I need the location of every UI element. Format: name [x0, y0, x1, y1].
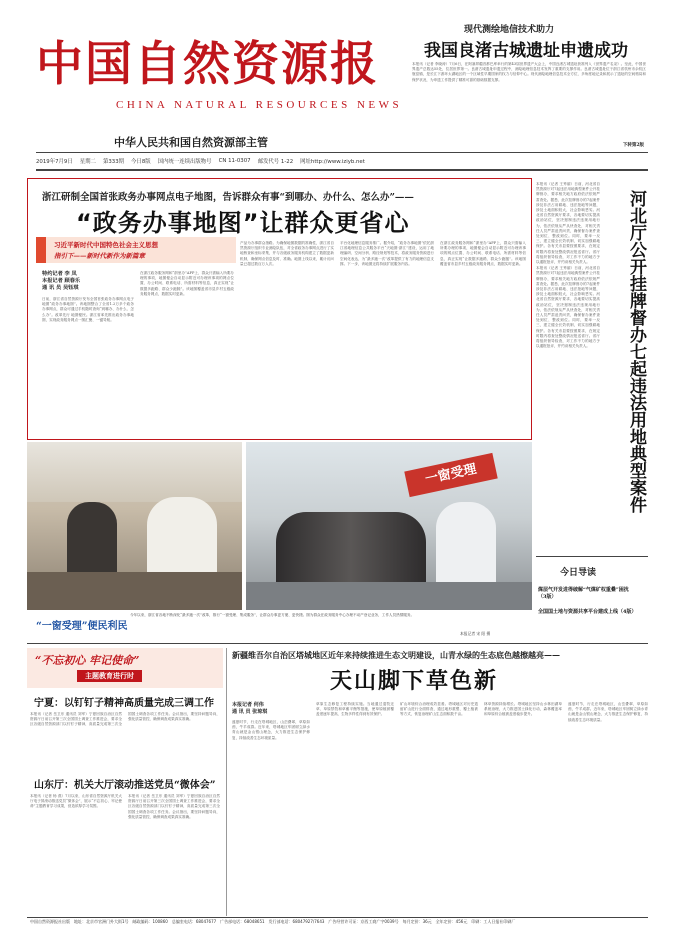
sign-text: 一窗受理 — [423, 461, 478, 488]
side-story-body: 本报讯（记者 王秀丽）日前，河北省自然资源厅对7起违法用地典型案件公开挂牌督办，要求相关地方政府依法依规严肃查处。据悉，此次挂牌督办的7起案件涉及非法占用耕地、违法批地等问题，涉及土地面积较大，社会影响恶劣。河北省自然资源厅要求，各地要切实提高政治站位，坚决遏制违法违规用地行为，依法依规从严从快查处，对相关责任人员严肃追责问责，确保督办案件查处到位、整改到位。同时，要举一反三，建立健全长效机制，切实加强耕地保护。各有关市县要按照要求，在规定时限内将查处整改情况报送省厅。省厅将组织督导检查，对工作不力的地方予以通报批评，并约谈相关负责人。 本报讯（记者 王秀丽）日前，河北省自然资源厅对7起违法用地典型案件公开挂牌督办，要求相关地方政府依法依规严肃查处。据悉，此次挂牌督办的7起案件涉及非法占用耕地、违法批地等问题，涉及土地面积较大，社会影响恶劣。河北省自然资源厅要求，各地要切实提高政治站位，坚决遏制违法违规用地行为，依法依规从严从快查处，对相关责任人员严肃追责问责，确保督办案件查处到位、整改到位。同时，要举一反三，建立健全长效机制，切实加强耕地保护。各有关市县要按照要求，在规定时限内将查处整改情况报送省厅。省厅将组织督导检查，对工作不力的地方予以通报批评，并约谈相关负责人。 — [536, 182, 600, 349]
news-photo-left — [27, 442, 242, 610]
main-col-4: 平台化地理信息服务推广。据介绍，“政务办事地图”依托浙江省地理信息公共服务平台“天地图·浙江”建设，运用了地理编码、空间分析、路径规划等技术，将政务服务资源进行空间化表达，为“最多跑一次”改革提供了有力的地理信息支撑。下一步，该地图还将持续扩展服务内容。 — [340, 241, 434, 266]
footer-rule — [27, 917, 648, 918]
masthead-info-bar — [36, 154, 648, 168]
masthead-title: 中国自然资源报 — [36, 37, 379, 92]
bottom-col-5: 盛夏时节，行走在塔城地区，山峦叠翠，草原如茵，牛羊成群。近年来，塔城地区牢固树立绿水青山就是金山银山理念，大力推进生态保护修复，持续改善生态环境质量。 — [568, 702, 648, 722]
bottom-divider — [226, 648, 227, 916]
bottom-col-3: 矿山环境综合治理成效显著。塔城地区对历史遗留矿山进行全面排查，通过地形重塑、覆土植被等方式，恢复治理矿山生态面积数千亩。 — [400, 702, 478, 717]
today-guide — [536, 556, 648, 639]
guide-item-2[interactable]: 全国国土地与资源共享平台建成上线（4版） — [538, 609, 637, 615]
story1-body: 本报讯（记者 岳卫东 通讯员 刘军）宁夏回族自治区自然资源厅日前召开第三次全国国土调查工作推进会，要求全区各级自然资源部门以钉钉子精神，高质量完成第三次全国国土调查各项工作任务。会议指出，要坚持问题导向，强化质量管控，确保调查成果真实准确。 — [30, 712, 220, 727]
guide-title: 今日导读 — [560, 568, 597, 578]
story2-body: 本报讯（记者 杨 燕）7月以来，山东省自然资源厅机关大厅电子屏滚动推送党员“微体会”，展示“不忘初心、牢记使命”主题教育学习成果，营造浓厚学习氛围。 本报讯（记者 岳卫东 通讯员 刘军）宁夏回族自治区自然资源厅日前召开第三次全国国土调查工作推进会，要求全区各级自然资源部门以钉钉子精神，高质量完成第三次全国国土调查各项工作任务。会议指出，要坚持问题导向，强化质量管控，确保调查成果真实准确。 — [30, 794, 220, 819]
masthead-rule-top — [36, 152, 648, 153]
slogan-main: “不忘初心 牢记使命” — [35, 654, 140, 667]
bottom-byline: 本报记者 何伟 通 讯 员 张琼琪 — [232, 702, 268, 715]
counter-desk — [27, 572, 242, 610]
news-photo-right — [246, 442, 532, 610]
issue-pages: 今日8版 — [131, 159, 151, 165]
top-story-headline: 我国良渚古城遗址申遗成功 — [424, 41, 628, 61]
xi-thought-banner — [36, 237, 236, 263]
side-story — [536, 178, 648, 553]
issue-date: 2019年7月9日 — [36, 159, 73, 165]
top-story-continued: 下转第2版 — [622, 143, 644, 148]
issue-weekday: 星期二 — [79, 159, 96, 165]
cn-label: 国内统一连续出版物号 — [157, 159, 212, 165]
website[interactable]: 网址http://www.iziyb.net — [300, 159, 365, 165]
main-story-headline: “政务办事地图”让群众更省心 — [76, 209, 410, 237]
masthead-english: CHINA NATURAL RESOURCES NEWS — [116, 99, 403, 111]
slogan-block — [27, 648, 223, 688]
main-col-1: 日前，浙江省自然资源厅发布全国首张政务办事网点电子地图“政务办事地图”。该地图整合了全省1.2万多个政务办事网点，群众可通过手机随时查询“到哪办、办什么、怎么办”。改革先行 地图便民。浙江省率先推出政务办事地图，实现政务服务网点一图汇聚、一键导航。 — [42, 297, 134, 322]
service-counter — [246, 582, 532, 610]
main-story-box — [27, 178, 532, 440]
top-story-kicker: 现代测绘地信技术助力 — [464, 25, 555, 35]
top-story-body — [412, 62, 646, 146]
main-story-kicker: 浙江研制全国首张政务办事网点电子地图，告诉群众有事“到哪办、办什么、怎么办”—— — [42, 192, 414, 203]
main-col-5: 在浙江政务服务网和“浙里办”APP上，群众只需输入所要办理的事项，地图便会自动显示附近可办理该事项的网点位置、办公时间、联系电话、所需材料等信息，真正实现“让数据多跑路、群众少跑腿”。该地图覆盖省市县乡村五级政务服务网点，数据实时更新。 — [440, 241, 526, 266]
post-code: 邮发代号 1-22 — [257, 159, 294, 165]
photo-caption-text: 今年以来，浙江省各地不断深化“最多跑一次”改革，推行“一窗受理、集成服务”，让群众办事更方便、更快捷。图为群众在政务服务中心办理不动产登记业务，工作人员热情服务。 — [130, 613, 415, 617]
top-story — [384, 18, 646, 150]
main-col-2: 在浙江政务服务网和“浙里办”APP上，群众只需输入所要办理的事项，地图便会自动显示附近可办理该事项的网点位置、办公时间、联系电话、所需材料等信息，真正实现“让数据多跑路、群众少跑腿”。该地图覆盖省市县乡村五级政务服务网点，数据实时更新。 — [140, 271, 234, 296]
story1-headline: 宁夏：以钉钉子精神高质量完成三调工作 — [34, 698, 214, 709]
story2-headline: 山东厅：机关大厅滚动推送党员“微体会” — [34, 780, 216, 791]
main-col-3: 产品为办事群众指路。为确保地图数据的准确性，浙江省自然资源厅组织专业测绘队伍，对全省政务办事网点进行了实地核查和坐标采集，并与各级政务服务机构建立了数据更新机制，确保网点信息及时、准确。地图上线以来，累计访问量已超过数百万人次。 — [240, 241, 334, 266]
photo-caption-title: “一窗受理”便民利民 — [36, 621, 128, 632]
bottom-col-4: 林草资源持续增长。塔城地区坚持山水林田湖草系统治理，大力推进国土绿化行动，森林覆盖率和草原综合植被盖度稳步提升。 — [484, 702, 562, 717]
main-story-byline: 特约记者 李 凤 本报记者 顾春乐 通 讯 员 吴钰琪 — [42, 271, 81, 291]
section-rule — [27, 643, 648, 644]
issue-number: 第333期 — [102, 159, 125, 165]
bottom-kicker: 新疆维吾尔自治区塔城地区近年来持续推进生态文明建设，山青水绿的生态底色越擦越亮—— — [232, 650, 560, 660]
cn-number: CN 11-0307 — [218, 158, 251, 164]
service-sign — [404, 453, 497, 497]
banner-sub: 指引下——新时代新作为新篇章 — [54, 252, 145, 260]
bottom-col-1: 盛夏时节，行走在塔城地区，山峦叠翠，草原如茵，牛羊成群。近年来，塔城地区牢固树立绿水青山就是金山银山理念，大力推进生态保护修复，持续改善生态环境质量。 — [232, 720, 310, 740]
footer-text: 中国自然资源报社出版 地址：北京市官洲门外大街1号 邮政编码：100860 总编室电话：68047677 广告部电话：68048651 发行部电话：68047927/7643 广告经营许可证：京西工商广字0039号 每月定价：36元 全年定价：456元 印刷：工人日报社印刷厂 — [30, 919, 516, 924]
guide-item-1[interactable]: 煤层气开发进得破解“气煤矿权重叠”困扰（3版） — [538, 587, 629, 600]
masthead-rule-bottom — [36, 169, 648, 171]
bottom-col-2: 草原生态修复工程持续实施。当地通过退牧还草、草原禁牧和草畜平衡等措施，使草原植被覆盖度逐年提高，生物多样性得到有效保护。 — [316, 702, 394, 717]
banner-main: 习近平新时代中国特色社会主义思想 — [54, 241, 158, 249]
window-light — [27, 442, 242, 502]
bottom-headline: 天山脚下草色新 — [330, 669, 499, 694]
photo-credit: 本报记者 宋 阳 摄 — [460, 631, 491, 636]
top-story-text: 本报讯（记者 李晓涛）7月6日，在阿塞拜疆首都巴库举行的第43届世界遗产大会上，中国良渚古城遗址获准列入《世界遗产名录》。至此，中国世界遗产总数达55处，位居世界第一。良渚古城遗址申遗过程中，测绘地理信息技术发挥了重要的支撑作用。良渚古城遗址位于浙江省杭州市余杭区瓶窑镇，是长江下游环太湖地区的一个区域性早期国家的权力与信仰中心。现代测绘地理信息技术全方位、多角度地记录和展示了遗址的空间格局和保护状况，为申遗工作提供了精准可靠的基础数据支撑。 — [412, 62, 646, 82]
side-story-headline: 河北厅公开挂牌督办七起违法用地典型案件 — [626, 190, 646, 513]
masthead-sponsor: 中华人民共和国自然资源部主管 — [114, 136, 268, 149]
slogan-sub: 主题教育进行时 — [77, 670, 142, 682]
